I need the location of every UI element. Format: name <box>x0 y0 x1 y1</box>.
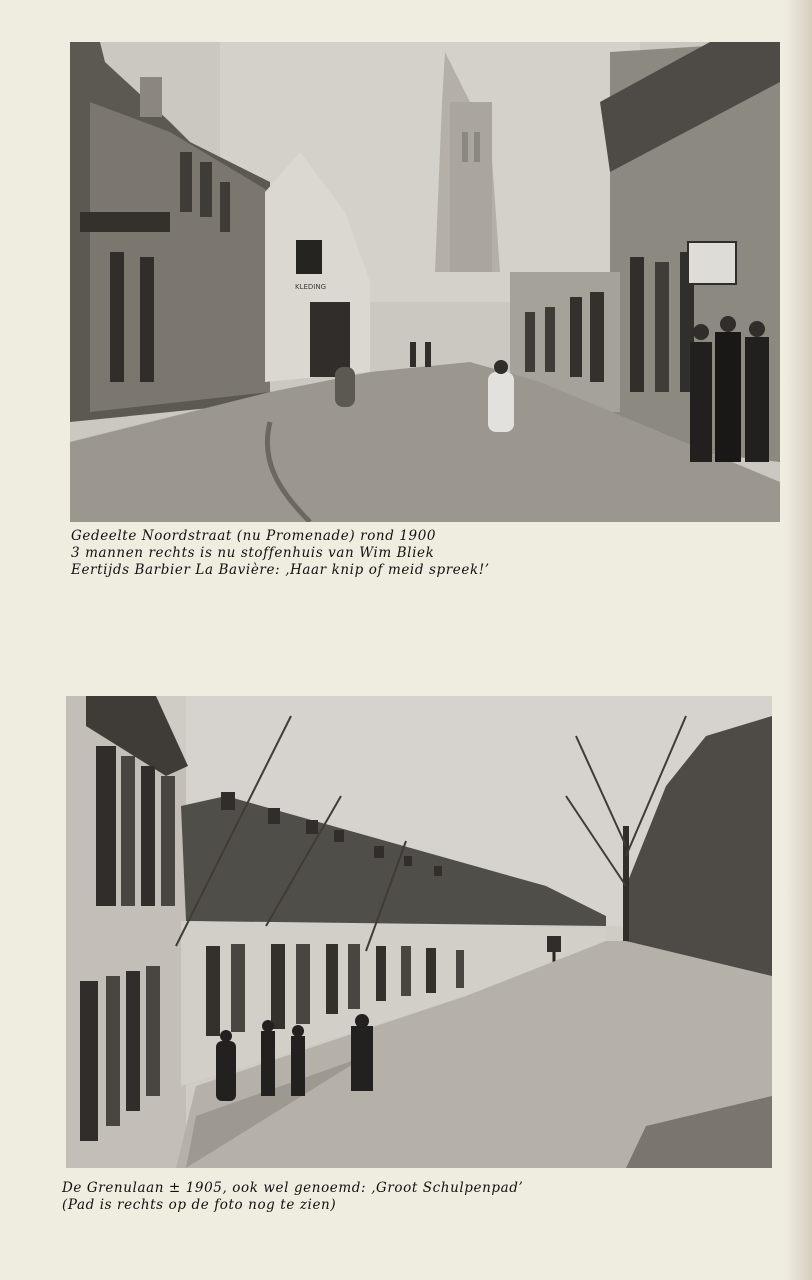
photo-noordstraat-illustration <box>70 42 780 522</box>
caption-line: Gedeelte Noordstraat (nu Promenade) rond 1900 <box>71 528 437 544</box>
shop-sign: KLEDING <box>295 283 327 291</box>
caption-line: 3 mannen rechts is nu stoffenhuis van Wim Bliek <box>71 545 435 561</box>
caption-line: De Grenulaan ± 1905, ook wel genoemd: ‚Groot Schulpenpad’ <box>62 1180 524 1196</box>
photo-grenulaan <box>66 696 772 1168</box>
photo-grenulaan-illustration <box>66 696 772 1168</box>
caption-line: Eertijds Barbier La Bavière: ‚Haar knip of meid spreek!’ <box>71 562 490 578</box>
caption-grenulaan <box>62 1180 523 1214</box>
photo-noordstraat <box>70 42 780 522</box>
caption-line: (Pad is rechts op de foto nog te zien) <box>62 1197 337 1213</box>
page-edge-shadow <box>786 0 812 1280</box>
caption-noordstraat <box>71 528 490 579</box>
